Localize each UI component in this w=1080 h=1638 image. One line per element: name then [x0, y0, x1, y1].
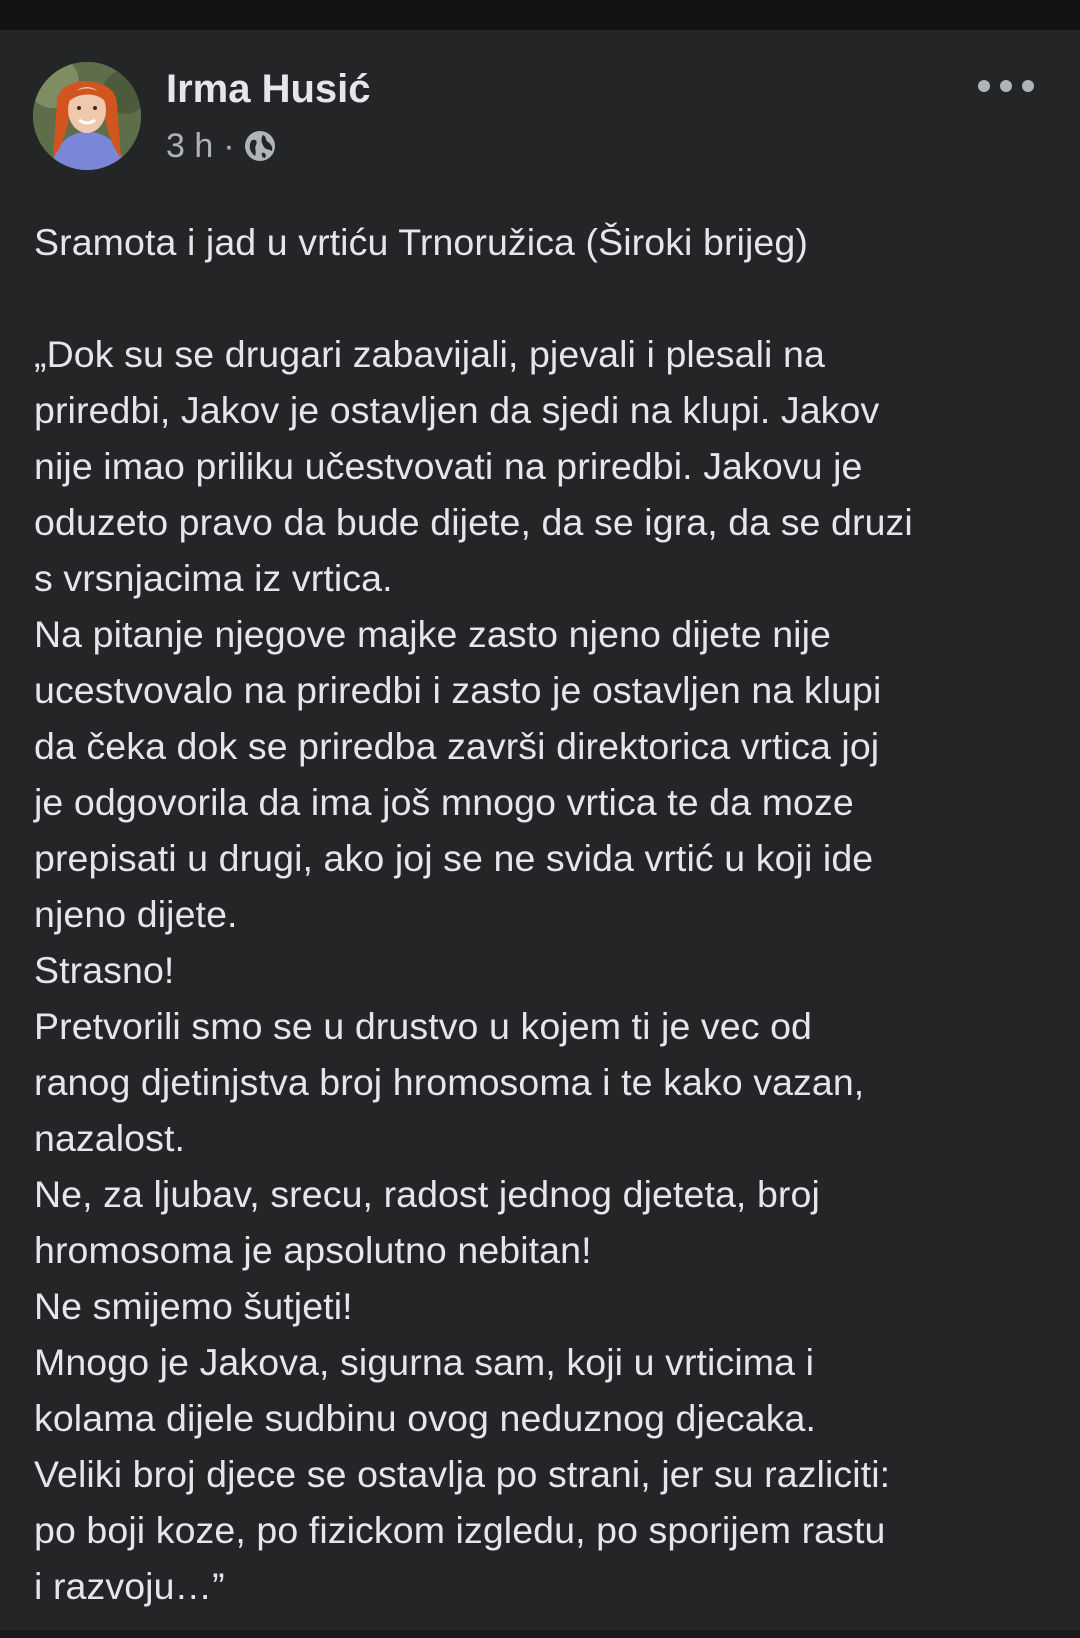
- post-line: priredbi, Jakov je ostavljen da sjedi na klupi. Jakov: [34, 389, 880, 431]
- bottom-edge: [0, 1630, 1080, 1638]
- post-text: [34, 214, 1060, 1614]
- more-options-icon-dot: [1000, 80, 1012, 92]
- post-line: „Dok su se drugari zabavijali, pjevali i plesali na: [34, 333, 825, 375]
- post-line: prepisati u drugi, ako joj se ne svida vrtić u koji ide: [34, 837, 874, 879]
- post-line: Mnogo je Jakova, sigurna sam, koji u vrticima i: [34, 1341, 815, 1383]
- globe-icon[interactable]: [243, 129, 277, 163]
- post-line: Ne smijemo šutjeti!: [34, 1285, 353, 1327]
- post-line: nazalost.: [34, 1117, 185, 1159]
- post-line: ranog djetinjstva broj hromosoma i te kako vazan,: [34, 1061, 865, 1103]
- more-options-button[interactable]: [978, 66, 1034, 106]
- paragraph-gap: [34, 270, 1060, 326]
- more-options-icon-dot: [1022, 80, 1034, 92]
- meta-separator: ·: [223, 126, 235, 165]
- post-line: oduzeto pravo da bude dijete, da se igra, da se druzi: [34, 501, 913, 543]
- post-line: nije imao priliku učestvovati na priredbi. Jakovu je: [34, 445, 863, 487]
- author-avatar[interactable]: [33, 62, 141, 170]
- post-line: je odgovorila da ima još mnogo vrtica te da moze: [34, 781, 854, 823]
- post-line: hromosoma je apsolutno nebitan!: [34, 1229, 592, 1271]
- post-line: Na pitanje njegove majke zasto njeno dijete nije: [34, 613, 831, 655]
- post-line: kolama dijele sudbinu ovog neduznog djecaka.: [34, 1397, 817, 1439]
- post-line: i razvoju…”: [34, 1565, 225, 1607]
- post-line: Veliki broj djece se ostavlja po strani, jer su razliciti:: [34, 1453, 891, 1495]
- status-bar: [0, 0, 1080, 30]
- post-line: Strasno!: [34, 949, 175, 991]
- post-time[interactable]: 3 h: [166, 126, 214, 165]
- post-line: Pretvorili smo se u drustvo u kojem ti je vec od: [34, 1005, 813, 1047]
- post-meta: [166, 124, 277, 168]
- post-line: njeno dijete.: [34, 893, 238, 935]
- post-line: Ne, za ljubav, srecu, radost jednog djeteta, broj: [34, 1173, 820, 1215]
- post-line: po boji koze, po fizickom izgledu, po sporijem rastu: [34, 1509, 886, 1551]
- avatar-photo: [33, 62, 141, 170]
- post-line: da čeka dok se priredba završi direktorica vrtica joj: [34, 725, 880, 767]
- more-options-icon: [978, 80, 990, 92]
- post-title-line: Sramota i jad u vrtiću Trnoružica (Široki brijeg): [34, 221, 808, 263]
- author-name[interactable]: Irma Husić: [166, 67, 371, 111]
- post-line: s vrsnjacima iz vrtica.: [34, 557, 393, 599]
- post-line: ucestvovalo na priredbi i zasto je ostavljen na klupi: [34, 669, 882, 711]
